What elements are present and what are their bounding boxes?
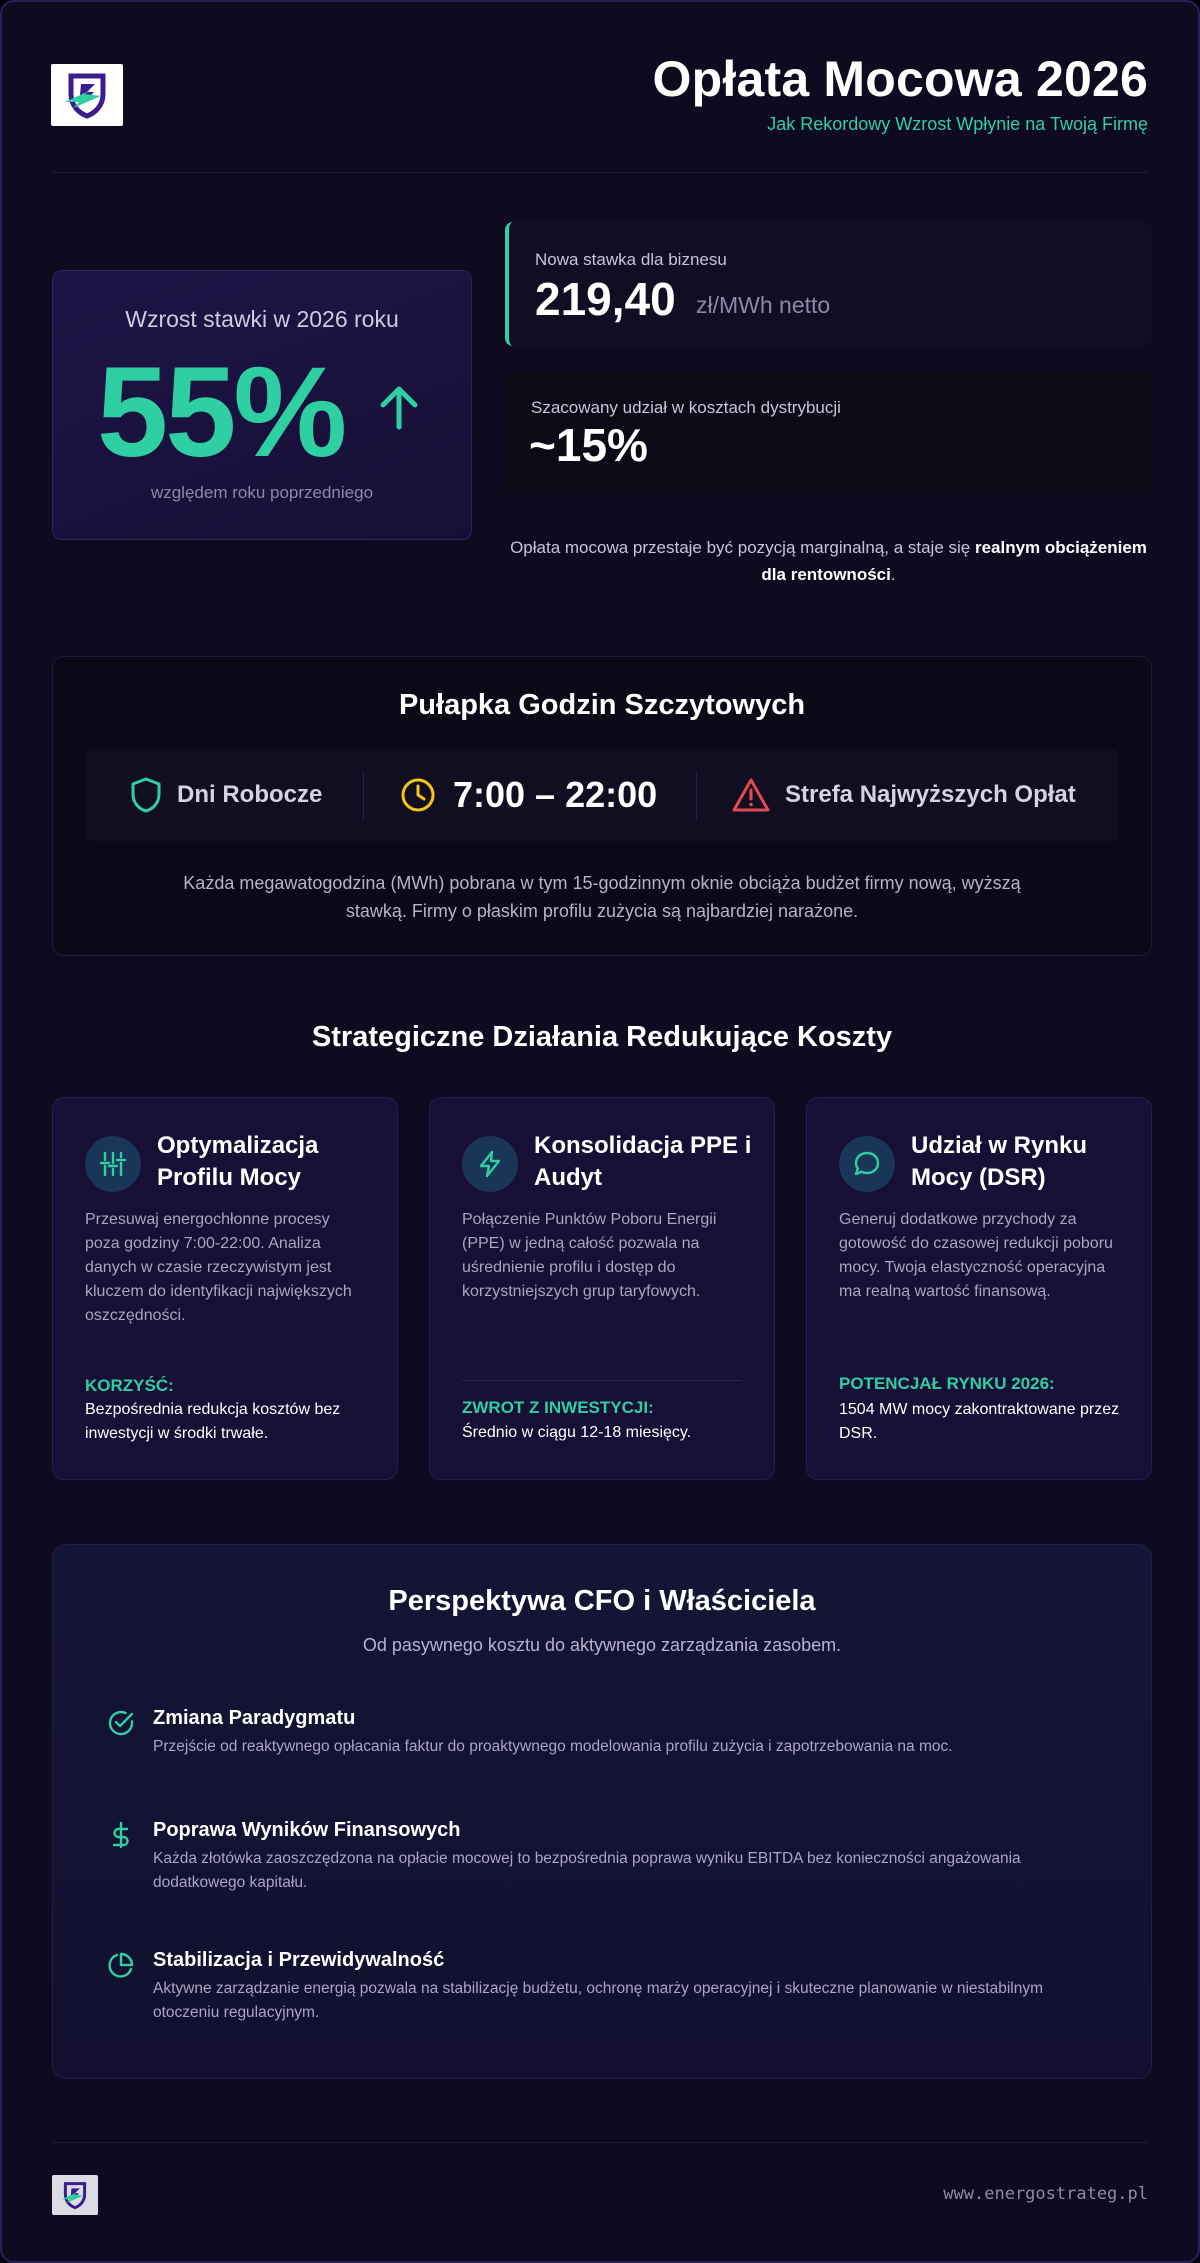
working-days-label: Dni Robocze xyxy=(177,781,323,808)
strategies-title: Strategiczne Działania Redukujące Koszty xyxy=(311,1021,893,1053)
card-roi-value: Średnio w ciągu 12-18 miesięcy. xyxy=(462,1424,692,1441)
shield-icon xyxy=(129,776,163,814)
pie-chart-icon xyxy=(107,1951,135,1979)
cfo-subtitle: Od pasywnego kosztu do aktywnego zarządzania zasobem. xyxy=(362,1635,842,1655)
rate-commentary xyxy=(505,534,1152,588)
rate-increase-value: 55% xyxy=(97,341,345,484)
peak-divider xyxy=(696,771,697,821)
card-icon-wrap xyxy=(839,1136,895,1192)
lightning-shield-logo xyxy=(59,2180,91,2210)
distribution-share-card xyxy=(505,372,1152,494)
cfo-point-heading: Stabilizacja i Przewidywalność xyxy=(153,1949,445,1971)
card-title: Udział w Rynku Mocy (DSR) xyxy=(911,1132,1088,1191)
cfo-point-heading: Poprawa Wyników Finansowych xyxy=(153,1819,461,1841)
lightning-icon xyxy=(475,1149,505,1179)
lightning-shield-logo xyxy=(61,70,113,120)
warning-icon xyxy=(731,777,771,813)
distribution-share-label: Szacowany udział w kosztach dystrybucji xyxy=(531,398,841,417)
card-icon-wrap xyxy=(85,1136,141,1192)
footer-divider xyxy=(52,2142,1148,2143)
check-circle-icon xyxy=(107,1709,135,1737)
chat-bubble-icon xyxy=(852,1149,882,1179)
highest-fees-label: Strefa Najwyższych Opłat xyxy=(785,781,1076,808)
sliders-icon xyxy=(98,1149,128,1179)
card-title: Optymalizacja Profilu Mocy xyxy=(157,1132,319,1191)
rate-increase-card xyxy=(52,270,472,540)
card-market-label: POTENCJAŁ RYNKU 2026: xyxy=(839,1374,1055,1393)
rate-commentary-text: Opłata mocowa przestaje być pozycją marginalną, a staje się xyxy=(510,538,975,557)
page-title: Opłata Mocowa 2026 xyxy=(652,51,1148,107)
rate-increase-label: Wzrost stawki w 2026 roku xyxy=(125,306,399,332)
peak-divider xyxy=(363,771,364,821)
new-rate-unit: zł/MWh netto xyxy=(696,292,831,318)
peak-hours-panel xyxy=(52,656,1152,956)
brand-logo[interactable] xyxy=(51,64,123,126)
card-roi-label: ZWROT Z INWESTYCJI: xyxy=(462,1398,654,1417)
card-title: Konsolidacja PPE i Audyt xyxy=(534,1132,752,1191)
card-benefit-label: KORZYŚĆ: xyxy=(85,1376,174,1395)
peak-hours-description: Każda megawatogodzina (MWh) pobrana w tym 15-godzinnym oknie obciąża budżet firmy nową, wyższą stawką. Firmy o płaskim profilu zużycia są najbardziej narażone. xyxy=(183,873,1021,921)
card-divider xyxy=(462,1380,742,1381)
rate-commentary-end: . xyxy=(890,565,896,584)
strategy-card-ppe xyxy=(429,1097,775,1480)
cfo-point-heading: Zmiana Paradygmatu xyxy=(153,1707,356,1729)
footer-logo[interactable] xyxy=(52,2175,98,2215)
cfo-point-text: Każda złotówka zaoszczędzona na opłacie mocowej to bezpośrednia poprawa wyniku EBITDA bez konieczności angażowania dodatkowego kapitału. xyxy=(153,1850,1021,1891)
cfo-point-text: Przejście od reaktywnego opłacania faktur do proaktywnego modelowania profilu zużycia i zapotrzebowania na moc. xyxy=(153,1738,953,1755)
card-description: Połączenie Punktów Poboru Energii (PPE) w jedną całość pozwala na uśrednienie profilu i dostęp do korzystniejszych grup taryfowych. xyxy=(462,1211,717,1300)
new-rate-label: Nowa stawka dla biznesu xyxy=(535,250,727,269)
website-link[interactable]: www.energostrateg.pl xyxy=(943,2184,1148,2204)
peak-hours-title: Pułapka Godzin Szczytowych xyxy=(398,689,806,721)
card-icon-wrap xyxy=(462,1136,518,1192)
peak-time-range: 7:00 – 22:00 xyxy=(453,774,658,815)
arrow-up-icon xyxy=(371,379,427,435)
card-description: Przesuwaj energochłonne procesy poza godziny 7:00-22:00. Analiza danych w czasie rzeczywistym jest kluczem do identyfikacji największych oszczędności. xyxy=(85,1211,352,1324)
new-rate-value: 219,40 xyxy=(535,273,676,325)
card-description: Generuj dodatkowe przychody za gotowość do czasowej redukcji poboru mocy. Twoja elastyczność operacyjna ma realną wartość finansową. xyxy=(839,1211,1113,1300)
clock-icon xyxy=(399,776,437,814)
new-rate-card xyxy=(505,222,1152,346)
rate-commentary-emphasis: realnym obciążeniem dla rentowności xyxy=(761,538,1147,584)
card-benefit-value: Bezpośrednia redukcja kosztów bez inwestycji w środki trwałe. xyxy=(85,1401,341,1442)
page-subtitle: Jak Rekordowy Wzrost Wpłynie na Twoją Firmę xyxy=(767,114,1148,134)
highest-fees-item xyxy=(731,749,1076,841)
cfo-title: Perspektywa CFO i Właściciela xyxy=(388,1585,816,1617)
cfo-perspective-panel xyxy=(52,1544,1152,2079)
peak-hours-row xyxy=(85,749,1119,841)
working-days-item xyxy=(129,749,322,841)
strategy-card-profile xyxy=(52,1097,398,1480)
header-divider xyxy=(52,172,1148,173)
rate-increase-note: względem roku poprzedniego xyxy=(150,483,374,502)
strategy-card-dsr xyxy=(806,1097,1152,1480)
cfo-point-text: Aktywne zarządzanie energią pozwala na stabilizację budżetu, ochronę marży operacyjnej i skuteczne planowanie w niestabilnym otoczeniu regulacyjnym. xyxy=(153,1980,1044,2021)
dollar-icon xyxy=(107,1821,135,1849)
distribution-share-value: ~15% xyxy=(529,419,648,471)
peak-time-item xyxy=(399,749,657,841)
card-market-value: 1504 MW mocy zakontraktowane przez DSR. xyxy=(839,1401,1120,1442)
